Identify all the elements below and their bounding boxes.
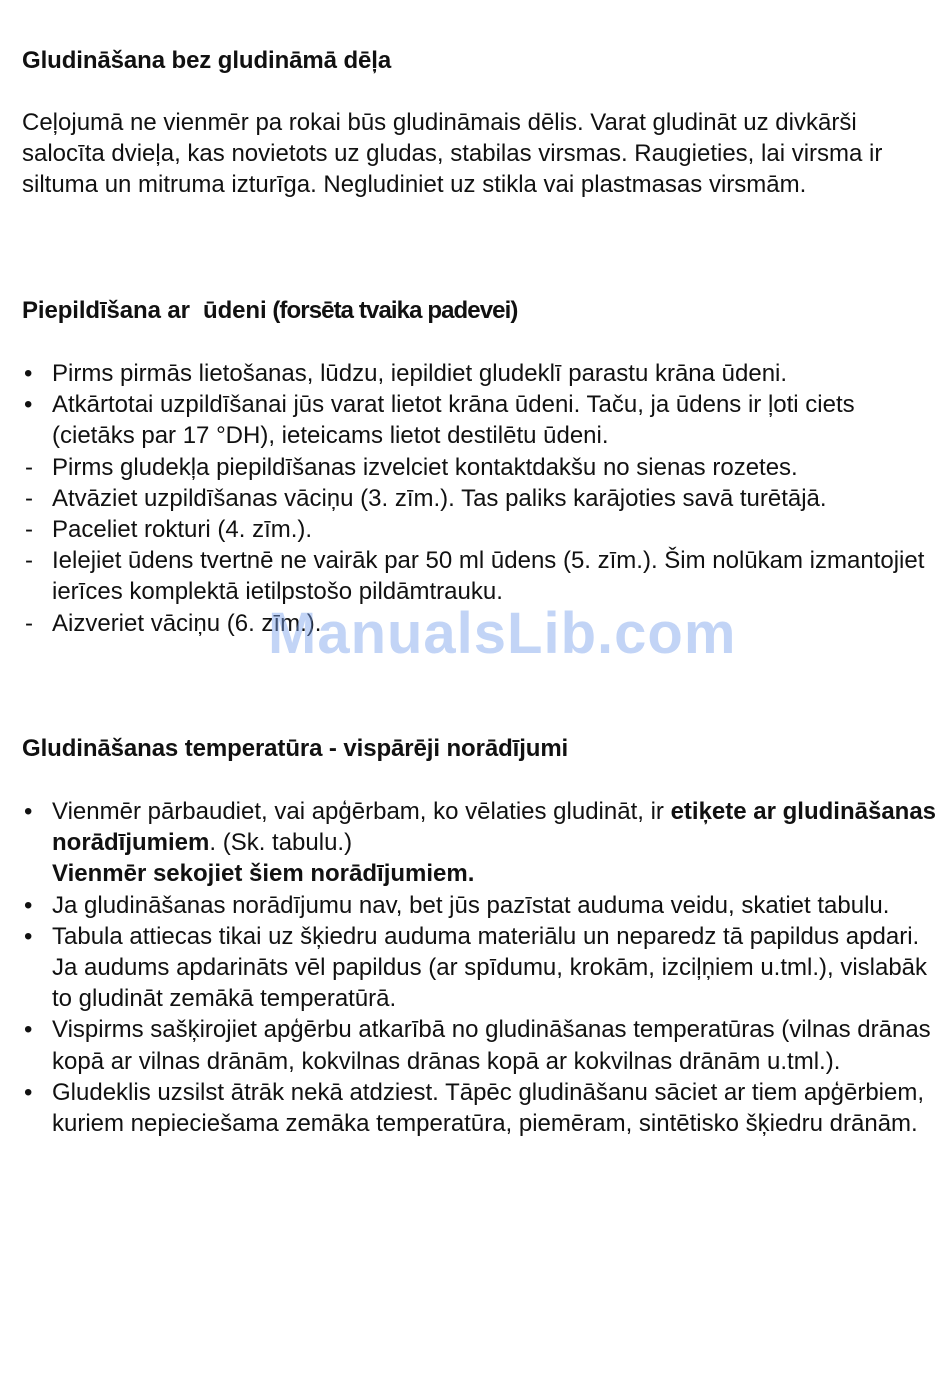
list-item bbox=[22, 890, 937, 921]
list-item bbox=[22, 545, 937, 607]
list-item-text: Ja gludināšanas norādījumu nav, bet jūs pazīstat auduma veidu, skatiet tabulu. bbox=[52, 891, 890, 919]
list-item-text: Paceliet rokturi (4. zīm.). bbox=[52, 516, 313, 544]
watermark: ManualsLib.com bbox=[268, 601, 737, 666]
list-item bbox=[22, 483, 937, 514]
list-item bbox=[22, 608, 937, 639]
list-item-text: Vienmēr pārbaudiet, vai apģērbam, ko vēlaties gludināt, ir bbox=[52, 798, 671, 825]
list-item bbox=[22, 1014, 937, 1076]
temperature-guidelines-list bbox=[22, 796, 937, 1139]
section-title-ironing-without-board: Gludināšana bez gludināmā dēļa bbox=[22, 47, 392, 74]
bullet-marker: • bbox=[24, 1016, 33, 1044]
section-title-ironing-temperature: Gludināšanas temperatūra - vispārēji norādījumi bbox=[22, 735, 569, 762]
bullet-marker: • bbox=[24, 360, 33, 387]
list-item-text: Atkārtotai uzpildīšanai jūs varat lietot krāna ūdeni. Taču, ja ūdens ir ļoti ciets (cietāks par 17 °DH), ieteicams lietot destilētu ūdeni. bbox=[52, 391, 855, 450]
dash-marker: - bbox=[25, 547, 33, 575]
list-item bbox=[22, 389, 937, 451]
list-item-text: Tabula attiecas tikai uz šķiedru auduma materiālu un neparedz tā papildus apdari. bbox=[52, 922, 920, 950]
section-title-filling-water bbox=[22, 295, 518, 326]
dash-marker: - bbox=[25, 453, 33, 481]
list-item-text: Ielejiet ūdens tvertnē ne vairāk par 50 ml ūdens (5. zīm.). Šim nolūkam izmantojiet ierīces komplektā ietilpstošo pildāmtrauku. bbox=[52, 547, 925, 606]
list-item-text: Pirms gludekļa piepildīšanas izvelciet kontaktdakšu no sienas rozetes. bbox=[52, 453, 798, 481]
list-item-text: . (Sk. tabulu.) bbox=[209, 829, 353, 857]
section-title-filling-water-note: (forsēta tvaika padevei) bbox=[266, 297, 518, 324]
bullet-marker: • bbox=[24, 922, 33, 950]
list-item bbox=[22, 514, 937, 545]
bullet-marker: • bbox=[24, 891, 33, 919]
list-item-bold-text: etiķete ar gludināšanas norādījumiem bbox=[52, 798, 937, 857]
list-item-bold-line: Vienmēr sekojiet šiem norādījumiem. bbox=[52, 860, 475, 888]
dash-marker: - bbox=[25, 609, 33, 637]
bullet-marker: • bbox=[24, 798, 33, 825]
list-item-text: Vispirms sašķirojiet apģērbu atkarībā no gludināšanas temperatūras (vilnas drānas kopā ar vilnas drānām, kokvilnas drānas kopā ar kokvilnas drānām u.tml.). bbox=[52, 1016, 931, 1075]
dash-marker: - bbox=[25, 484, 33, 512]
filling-instructions-list bbox=[22, 358, 937, 639]
list-item-text: Pirms pirmās lietošanas, lūdzu, iepildiet gludeklī parastu krāna ūdeni. bbox=[52, 360, 788, 387]
list-item bbox=[22, 921, 937, 1015]
section-title-filling-water-main: Piepildīšana ar ūdeni bbox=[22, 297, 267, 324]
list-item-text: Atvāziet uzpildīšanas vāciņu (3. zīm.). Tas paliks karājoties savā turētājā. bbox=[52, 484, 827, 512]
list-item-text: Gludeklis uzsilst ātrāk nekā atdziest. Tāpēc gludināšanu sāciet ar tiem apģērbiem, kuriem nepieciešama zemāka temperatūra, piemēram, sintētisko šķiedru drānām. bbox=[52, 1078, 925, 1138]
paragraph-ironing-without-board: Ceļojumā ne vienmēr pa rokai būs gludināmais dēlis. Varat gludināt uz divkārši salocīta dvieļa, kas novietots uz gludas, stabilas virsmas. Raugieties, lai virsma ir siltuma un mitruma izturīga. Negludiniet uz stikla vai plastmasas virsmām. bbox=[22, 109, 883, 199]
list-item bbox=[22, 1077, 937, 1139]
bullet-marker: • bbox=[24, 391, 33, 419]
list-item-text: Ja audums apdarināts vēl papildus (ar spīdumu, krokām, izciļņiem u.tml.), vislabāk to gludināt zemākā temperatūrā. bbox=[52, 954, 928, 1013]
list-item bbox=[22, 358, 937, 389]
bullet-marker: • bbox=[24, 1078, 33, 1106]
dash-marker: - bbox=[25, 516, 33, 544]
list-item-text: Aizveriet vāciņu (6. zīm.). bbox=[52, 609, 322, 637]
list-item bbox=[22, 796, 937, 890]
list-item bbox=[22, 452, 937, 483]
